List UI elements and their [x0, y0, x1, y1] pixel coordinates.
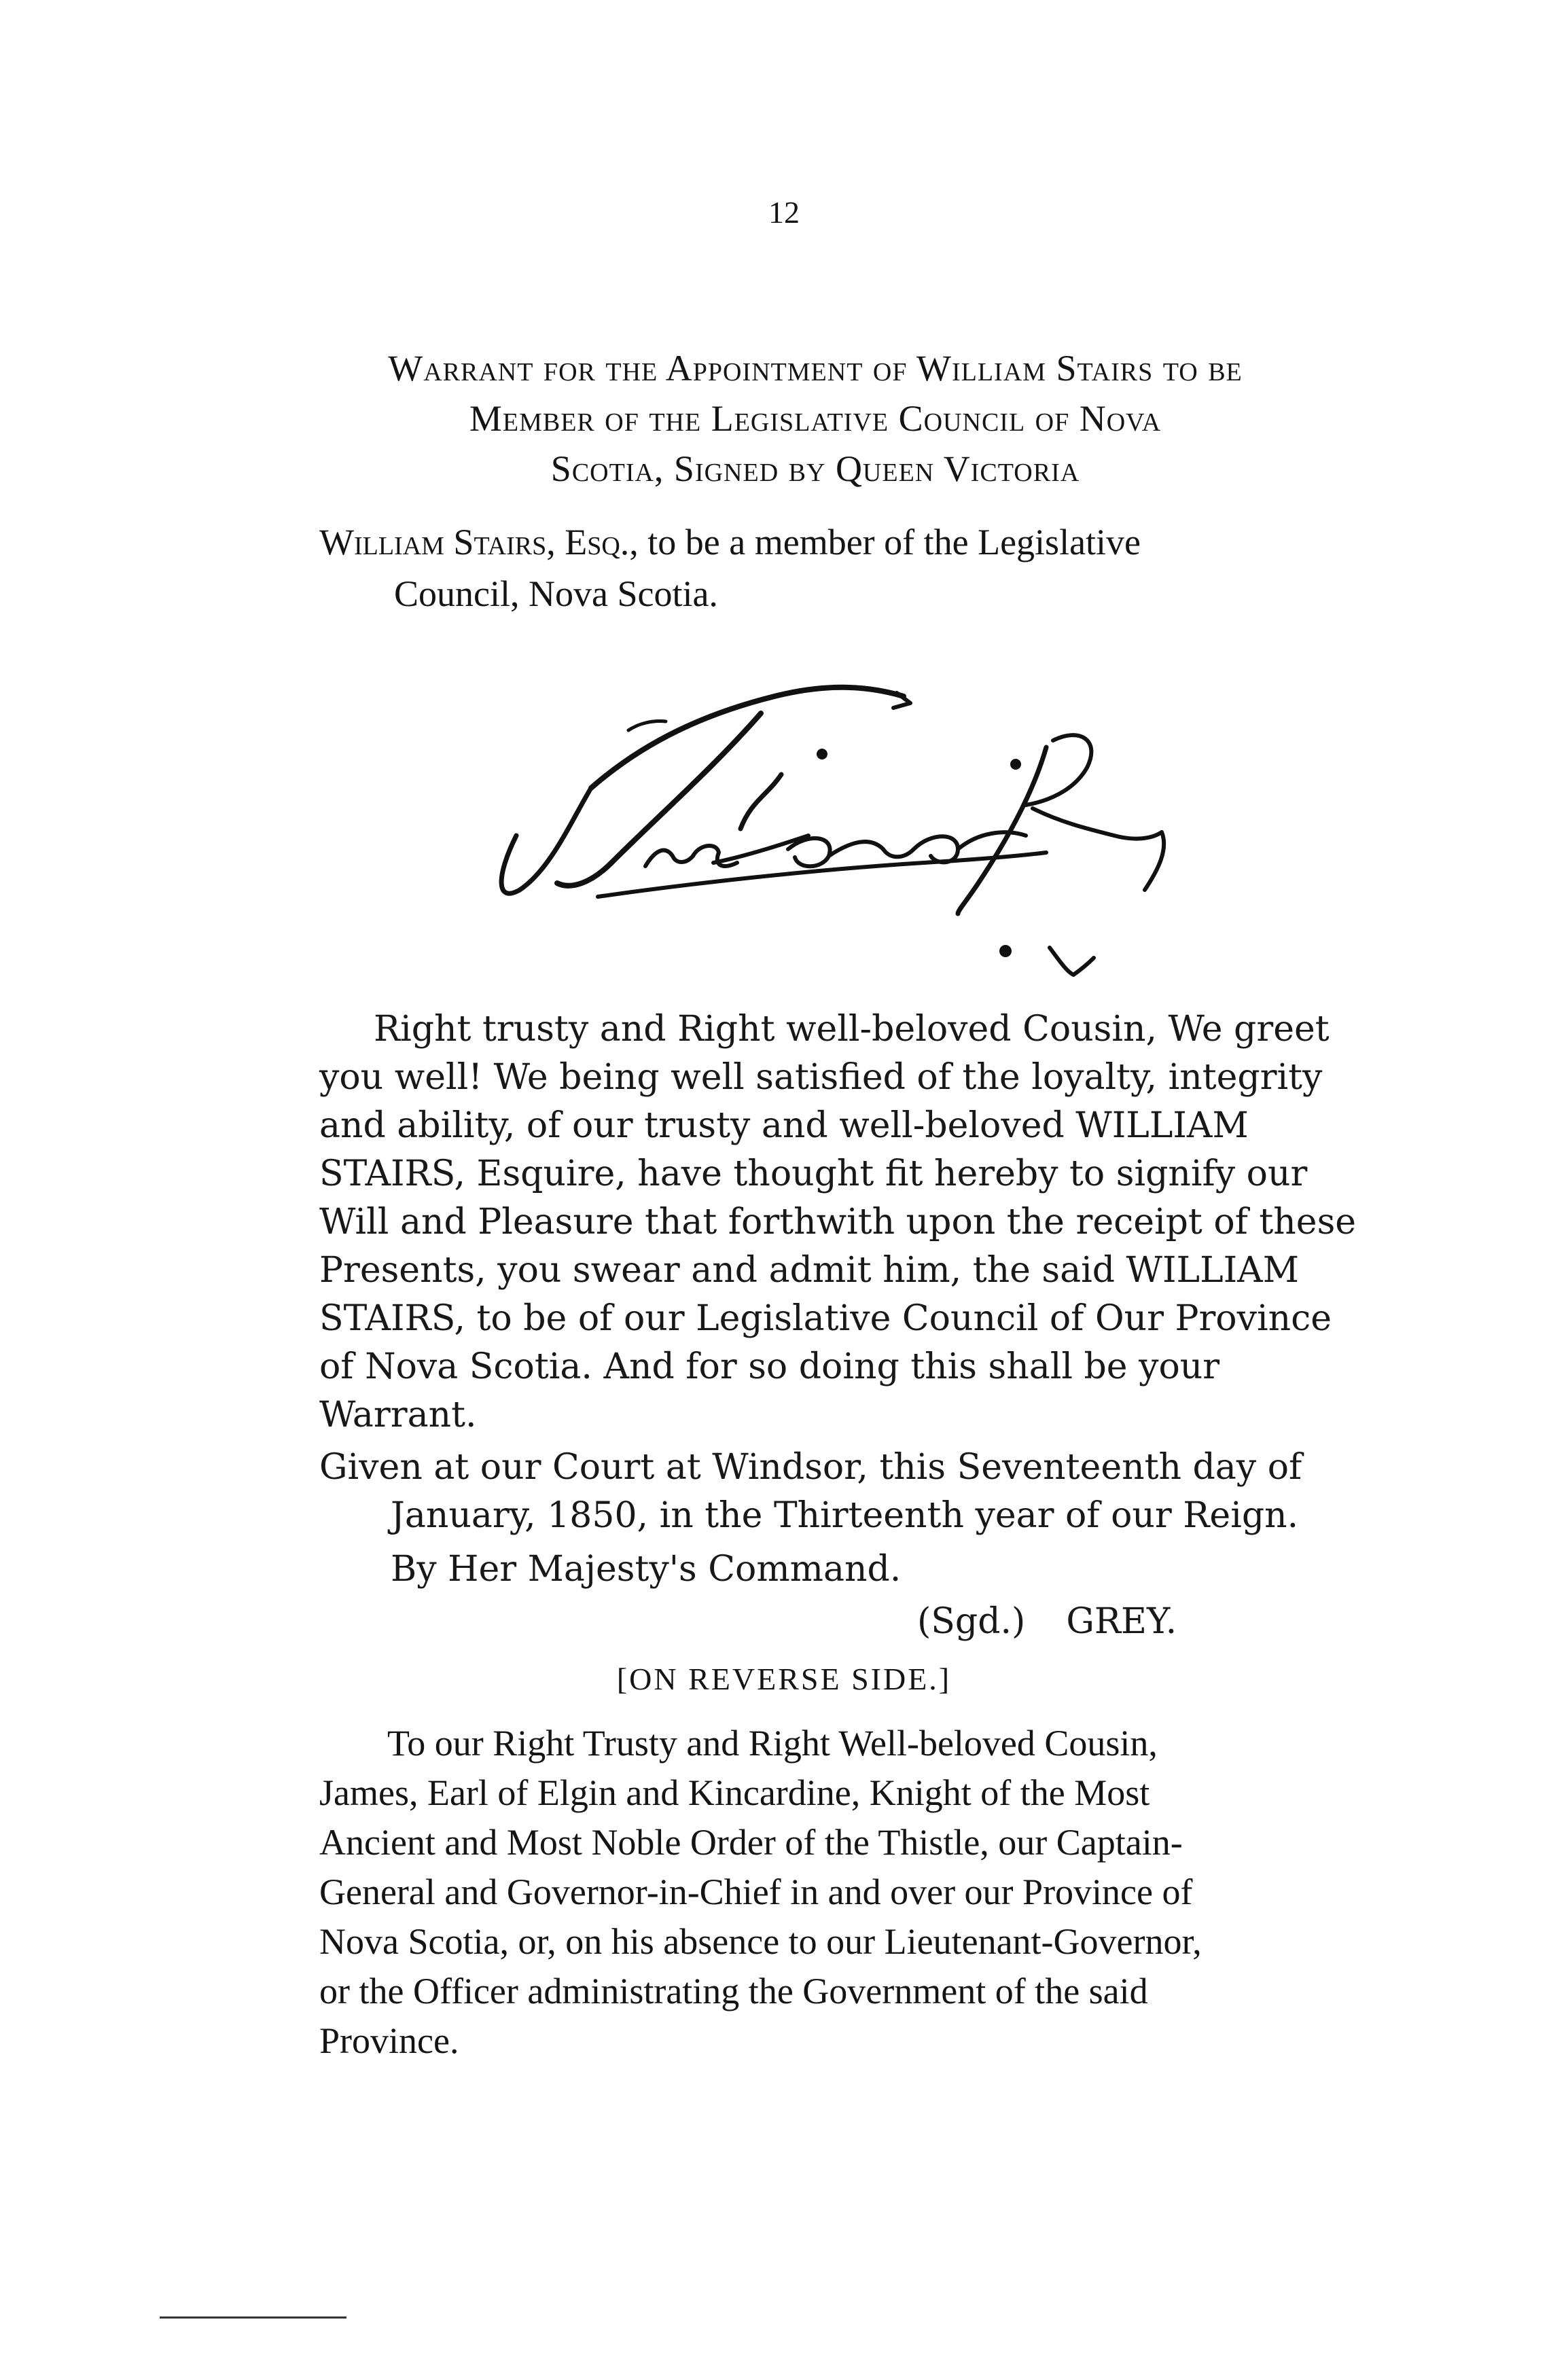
signer-name: GREY.	[1066, 1601, 1177, 1642]
signed-line	[319, 1598, 1311, 1646]
heading-line: Scotia, Signed by Queen Victoria	[550, 448, 1080, 489]
intro-line	[319, 516, 1311, 568]
intro-esq: Esq.	[565, 522, 630, 562]
given-line-2: January, 1850, in the Thirteenth year of our Reign.	[391, 1495, 1299, 1536]
address-line: To our Right Trusty and Right Well-beloved Cousin,	[387, 1723, 1158, 1764]
intro-line-2: Council, Nova Scotia.	[394, 573, 718, 614]
address-line: James, Earl of Elgin and Kincardine, Knight of the Most	[319, 1772, 1150, 1813]
page-number: 12	[768, 195, 800, 230]
royal-letter	[319, 1005, 1357, 1646]
letter-line: and ability, of our trusty and well-beloved WILLIAM	[319, 1105, 1249, 1146]
sgd-label: (Sgd.)	[917, 1601, 1026, 1642]
letter-line: Warrant.	[319, 1395, 477, 1435]
address-line: General and Governor-in-Chief in and over our Province of	[319, 1872, 1193, 1912]
letter-line: Presents, you swear and admit him, the said WILLIAM	[319, 1250, 1299, 1291]
document-heading	[319, 343, 1311, 494]
letter-line: Will and Pleasure that forthwith upon the receipt of these	[319, 1202, 1357, 1242]
letter-line: of Nova Scotia. And for so doing this shall be your	[319, 1346, 1220, 1387]
reverse-side-heading: [ON REVERSE SIDE.]	[616, 1662, 952, 1696]
address-paragraph	[319, 1719, 1311, 2066]
address-line: Ancient and Most Noble Order of the Thistle, our Captain-	[319, 1822, 1183, 1863]
letter-line: STAIRS, to be of our Legislative Council of Our Province	[319, 1298, 1332, 1339]
given-line: Given at our Court at Windsor, this Seventeenth day of	[319, 1447, 1302, 1488]
intro-rest: , to be a member of the Legislative	[629, 522, 1141, 562]
command-line: By Her Majesty's Command.	[391, 1549, 902, 1590]
address-line: Province.	[319, 2020, 459, 2061]
royal-signature	[489, 666, 1304, 985]
intro-first-line: William Stairs, Esq., to be a member of the Legislative	[319, 522, 1141, 562]
intro-name: William Stairs	[319, 522, 547, 562]
intro-paragraph	[319, 516, 1311, 620]
letter-line: STAIRS, Esquire, have thought fit hereby to signify our	[319, 1153, 1308, 1194]
footer-rule	[160, 2316, 346, 2319]
letter-line: Right trusty and Right well-beloved Cousin, We greet	[374, 1009, 1330, 1050]
heading-line: Member of the Legislative Council of Nova	[469, 398, 1162, 439]
heading-line: Warrant for the Appointment of William Stairs to be	[388, 348, 1243, 389]
address-line: Nova Scotia, or, on his absence to our Lieutenant-Governor,	[319, 1921, 1202, 1962]
address-line: or the Officer administrating the Government of the said	[319, 1971, 1148, 2011]
letter-line: you well! We being well satisfied of the loyalty, integrity	[319, 1057, 1323, 1098]
